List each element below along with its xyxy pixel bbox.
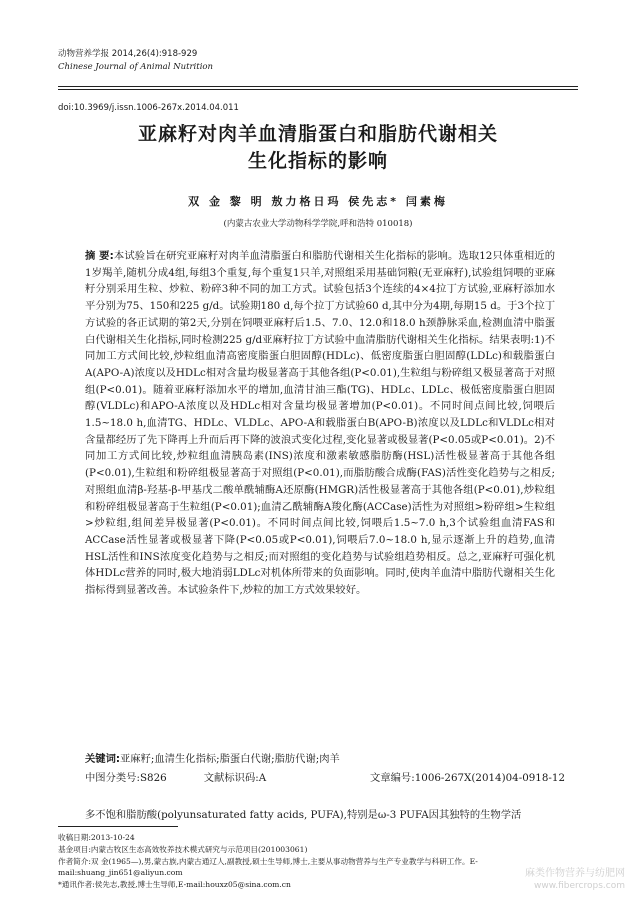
footnote-corresponding: *通讯作者:侯先志,教授,博士生导师,E-mail:houxz05@sina.com.cn (58, 880, 291, 889)
watermark-url: www.fibercrops.com (534, 881, 625, 891)
watermark-cn: 麻类作物营养与纺肥网 (525, 868, 625, 879)
abstract-text: 本试验旨在研究亚麻籽对肉羊血清脂蛋白和脂肪代谢相关生化指标的影响。选取12只体重相近的1岁羯羊,随机分成4组,每组3个重复,每个重复1只羊,对照组采用基础饲粮(无亚麻籽),试验组饲喂的亚麻籽分别采用生粒、炒粒、粉碎3种不同的加工方式。试验包括3个连续的4×4拉丁方试验,亚麻籽添加水平分别为75、150和225 g/d。试验期180 d,每个拉丁方试验60 d,其中分为4期,每期15 d。于3个拉丁方试验的各正试期的第2天,分别在饲喂亚麻籽后1.5、7.0、12.0和18.0 h颈静脉采血,检测血清中脂蛋白代谢相关生化指标,同时检测225 g/d亚麻籽拉丁方试验中血清脂肪代谢相关生化指标。结果表明:1)不同加工方式间比较,炒粒组血清高密度脂蛋白胆固醇(HDLc)、低密度脂蛋白胆固醇(LDLc)和载脂蛋白A(APO-A)浓度以及HDLc相对含量均极显著高于其他各组(P<0.01),生粒组与粉碎组又极显著高于对照组(P<0.01)。随着亚麻籽添加水平的增加,血清甘油三酯(TG)、HDLc、LDLc、极低密度脂蛋白胆固醇(VLDLc)和APO-A浓度以及HDLc相对含量均极显著增加(P<0.01)。不同时间点间比较,饲喂后1.5~18.0 h,血清TG、HDLc、VLDLc、APO-A和载脂蛋白B(APO-B)浓度以及LDLc和VLDLc相对含量都经历了先下降再上升而后再下降的波浪式变化过程,变化显著或极显著(P<0.05或P<0.01)。2)不同加工方式间比较,炒粒组血清胰岛素(INS)浓度和激素敏感脂肪酶(HSL)活性极显著高于其他各组(P<0.01),生粒组和粉碎组极显著高于对照组(P<0.01),而脂肪酸合成酶(FAS)活性变化趋势与之相反;对照组血清β-羟基-β-甲基戊二酸单酰辅酶A还原酶(HMGR)活性极显著高于其他各组(P<0.01),炒粒组和粉碎组极显著高于生粒组(P<0.01);血清乙酰辅酶A羧化酶(ACCase)活性为对照组>粉碎组>生粒组>炒粒组,组间差异极显著(P<0.01)。不同时间点间比较,饲喂后1.5~7.0 h,3个试验组血清FAS和ACCase活性显著或极显著下降(P<0.05或P<0.01),饲喂后7.0~18.0 h,显示逐渐上升的趋势,血清HSL活性和INS浓度变化趋势与之相反;而对照组的变化趋势与试验组趋势相反。总之,亚麻籽可强化机体HDLc营养的同时,极大地消弱LDLc对机体所带来的负面影响。同时,使肉羊血清中脂肪代谢相关生化指标得到显著改善。本试验条件下,炒粒的加工方式效果较好。 (85, 250, 556, 597)
article-no-value: 1006-267X(2014)04-0918-12 (414, 772, 565, 784)
title-line-2: 生化指标的影响 (247, 150, 388, 172)
footnote-fund: 基金项目:内蒙古牧区生态高效牧养技术模式研究与示范项目(201003061) (58, 845, 308, 854)
watermark (525, 867, 625, 893)
clc-value: S826 (139, 772, 167, 784)
footnote-received: 收稿日期:2013-10-24 (58, 833, 135, 842)
authors: 双 金 黎 明 敖力格日玛 侯先志* 闫素梅 (188, 195, 448, 208)
journal-header (58, 48, 213, 74)
doi: doi:10.3969/j.issn.1006-267x.2014.04.011 (58, 103, 239, 113)
classification-row (85, 769, 565, 784)
journal-cn-line: 动物营养学报 2014,26(4):918-929 (58, 49, 198, 59)
doc-code-value: A (258, 772, 267, 784)
keywords-label: 关键词: (85, 753, 121, 765)
affiliation: (内蒙古农业大学动物科学学院,呼和浩特 010018) (223, 219, 413, 229)
article-no-label: 文章编号: (370, 772, 415, 784)
footnote-author: 作者简介:双 金(1965—),男,蒙古族,内蒙古通辽人,副教授,硕士生导师,博士,主要从事动物营养与生产专业教学与科研工作。E-mail:shuang_jin651@aliyun.com (58, 857, 478, 877)
journal-en-line: Chinese Journal of Animal Nutrition (58, 62, 214, 72)
intro-line: 多不饱和脂肪酸(polyunsaturated fatty acids, PUFA),特别是ω-3 PUFA因其独特的生物学活 (85, 809, 522, 821)
title-line-1: 亚麻籽对肉羊血清脂蛋白和脂肪代谢相关 (137, 123, 498, 145)
abstract (85, 248, 555, 599)
header-rule-second (58, 89, 578, 90)
keywords (85, 751, 565, 767)
paper-title (58, 121, 578, 175)
doc-code-label: 文献标识码: (203, 772, 259, 784)
keywords-text: 亚麻籽;血清生化指标;脂蛋白代谢;脂肪代谢;肉羊 (120, 753, 340, 765)
header-rule (58, 86, 578, 87)
clc-label: 中图分类号: (85, 772, 140, 784)
footnote-rule (58, 826, 178, 827)
abstract-label: 摘 要: (85, 250, 114, 262)
